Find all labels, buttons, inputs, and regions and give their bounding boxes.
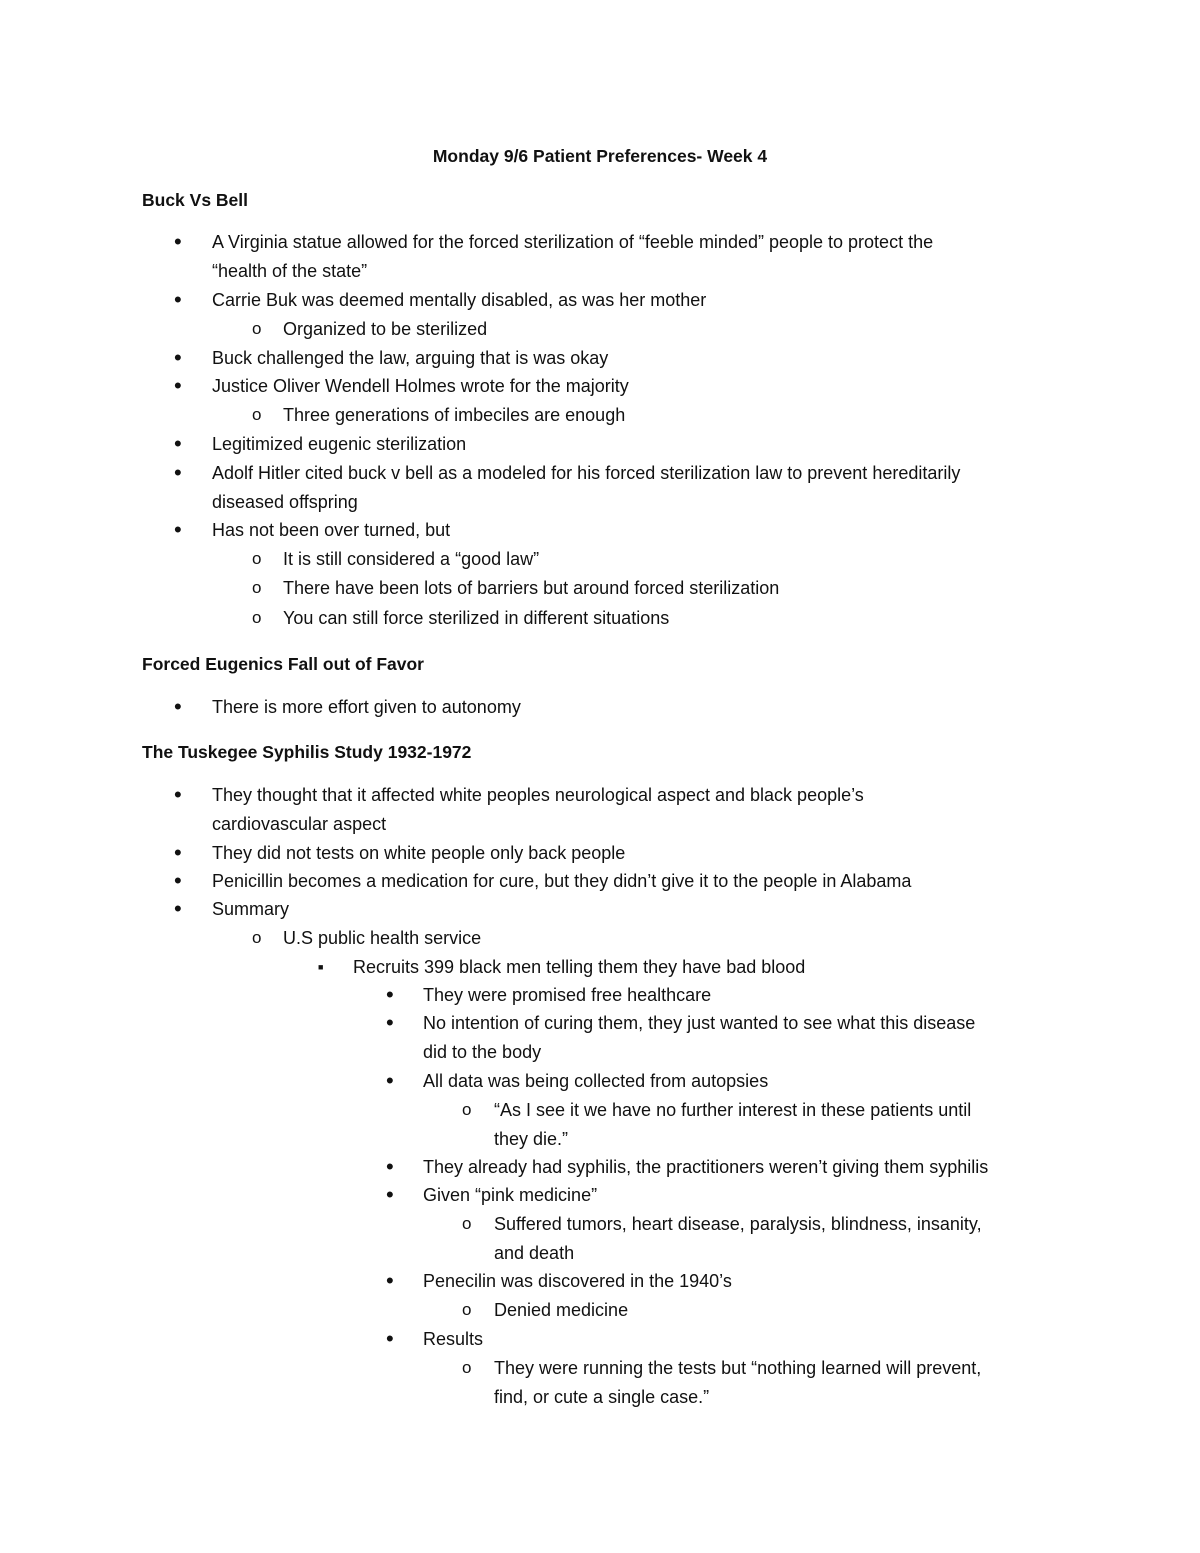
list-item: Three generations of imbeciles are enough [283,405,626,425]
bullet-icon [174,286,182,316]
bullet-icon [174,516,182,546]
list-item: There have been lots of barriers but around forced sterilization [283,578,780,598]
circle-bullet-icon: o [462,1300,472,1319]
list-item: It is still considered a “good law” [283,549,540,569]
circle-bullet-icon: o [252,928,262,947]
bullet-icon [174,895,182,925]
list-item: Justice Oliver Wendell Holmes wrote for the majority [212,376,629,396]
list-item: They were running the tests but “nothing learned will prevent, find, or cute a single case.” [494,1358,982,1407]
circle-bullet-icon: o [462,1358,472,1377]
list-item: Results [423,1329,484,1349]
bullet-icon [386,1009,394,1039]
square-bullet-icon: ■ [318,962,324,972]
section-heading-tuskegee: The Tuskegee Syphilis Study 1932-1972 [142,742,472,762]
list-item: Legitimized eugenic sterilization [212,434,467,454]
list-item: Given “pink medicine” [423,1185,598,1205]
circle-bullet-icon: o [462,1214,472,1233]
list-item: A Virginia statue allowed for the forced sterilization of “feeble minded” people to protect the “health of the state” [212,232,934,281]
bullet-icon [174,430,182,460]
list-item: Carrie Buk was deemed mentally disabled, as was her mother [212,290,707,310]
list-item: They already had syphilis, the practitioners weren’t giving them syphilis [423,1157,989,1177]
circle-bullet-icon: o [462,1100,472,1119]
list-item: Organized to be sterilized [283,319,488,339]
bullet-icon [386,1153,394,1183]
list-item: Penecilin was discovered in the 1940’s [423,1271,732,1291]
circle-bullet-icon: o [252,608,262,627]
list-item: Recruits 399 black men telling them they have bad blood [353,957,806,977]
list-item: They did not tests on white people only back people [212,843,626,863]
circle-bullet-icon: o [252,549,262,568]
section-heading-buck-vs-bell: Buck Vs Bell [142,190,249,210]
section-heading-forced-eugenics: Forced Eugenics Fall out of Favor [142,654,424,674]
list-item: They were promised free healthcare [423,985,712,1005]
bullet-icon [386,1325,394,1355]
list-item: Has not been over turned, but [212,520,451,540]
list-item: They thought that it affected white peoples neurological aspect and black people’s cardiovascular aspect [212,785,864,834]
list-item: Summary [212,899,290,919]
bullet-icon [174,781,182,811]
bullet-icon [174,867,182,897]
list-item: No intention of curing them, they just wanted to see what this disease did to the body [423,1013,976,1062]
list-item: You can still force sterilized in different situations [283,608,670,628]
list-item: All data was being collected from autopsies [423,1071,769,1091]
list-item: Penicillin becomes a medication for cure, but they didn’t give it to the people in Alabama [212,871,912,891]
bullet-icon [386,1181,394,1211]
bullet-icon [174,693,182,723]
list-item: U.S public health service [283,928,482,948]
list-item: Suffered tumors, heart disease, paralysis, blindness, insanity, and death [494,1214,982,1263]
circle-bullet-icon: o [252,319,262,338]
bullet-icon [174,459,182,489]
list-item: There is more effort given to autonomy [212,697,521,717]
bullet-icon [386,1267,394,1297]
list-item: Adolf Hitler cited buck v bell as a modeled for his forced sterilization law to prevent hereditarily diseased offspring [212,463,961,512]
bullet-icon [174,228,182,258]
list-item: Buck challenged the law, arguing that is was okay [212,348,609,368]
bullet-icon [386,1067,394,1097]
bullet-icon [174,839,182,869]
circle-bullet-icon: o [252,405,262,424]
circle-bullet-icon: o [252,578,262,597]
document-title: Monday 9/6 Patient Preferences- Week 4 [432,146,768,166]
bullet-icon [174,344,182,374]
bullet-icon [174,372,182,402]
list-item: “As I see it we have no further interest in these patients until they die.” [494,1100,972,1149]
bullet-icon [386,981,394,1011]
list-item: Denied medicine [494,1300,629,1320]
